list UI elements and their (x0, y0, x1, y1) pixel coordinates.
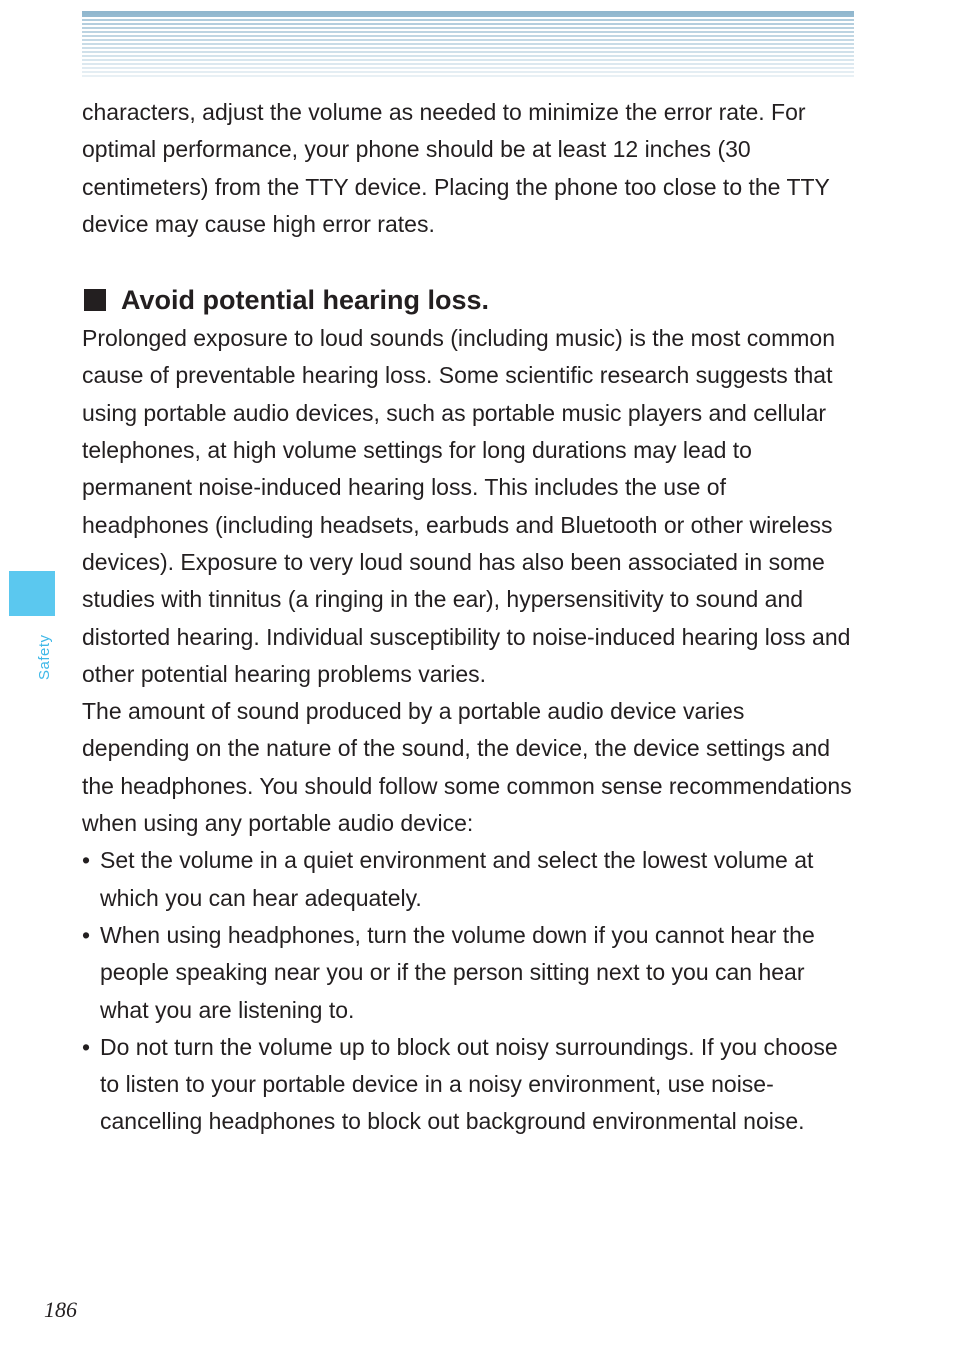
section-heading-text: Avoid potential hearing loss. (121, 285, 490, 316)
list-item-text: Do not turn the volume up to block out noisy surroundings. If you choose to listen to your portable device in a noisy environment, use noise-cancelling headphones to block out background environmental noise. (100, 1033, 838, 1135)
body-paragraph: Prolonged exposure to loud sounds (including music) is the most common cause of preventable hearing loss. Some scientific research suggests that using portable audio devices, such as portable music players and cellular telephones, at high volume settings for long durations may lead to permanent noise-induced hearing loss. This includes the use of headphones (including headsets, earbuds and Bluetooth or other wireless devices). Exposure to very loud sound has also been associated in some studies with tinnitus (a ringing in the ear), hypersensitivity to sound and distorted hearing. Individual susceptibility to noise-induced hearing loss and other potential hearing problems varies. (82, 325, 851, 687)
body-paragraph: The amount of sound produced by a portable audio device varies depending on the nature of the sound, the device, the device settings and the headphones. You should follow some common sense recommendations when using any portable audio device: (82, 698, 852, 837)
list-item (82, 917, 854, 1029)
continued-paragraph: characters, adjust the volume as needed to minimize the error rate. For optimal performance, your phone should be at least 12 inches (30 centimeters) from the TTY device. Placing the phone too close to the TTY device may cause high error rates. (82, 99, 830, 237)
page-number: 186 (44, 1297, 77, 1322)
list-item-text: When using headphones, turn the volume down if you cannot hear the people speaking near you or if the person sitting next to you can hear what you are listening to. (100, 921, 815, 1023)
list-item (82, 1029, 854, 1141)
bullet-icon: • (82, 847, 91, 874)
section-side-tab (9, 571, 55, 616)
list-item-text: Set the volume in a quiet environment and select the lowest volume at which you can hear adequately. (100, 847, 814, 911)
section-side-label: Safety (36, 634, 53, 680)
page-content (82, 94, 854, 1141)
square-bullet-icon (84, 289, 106, 311)
recommendations-list (82, 842, 854, 1140)
section-heading (82, 280, 854, 320)
list-item (82, 842, 854, 917)
header-top-bar (82, 11, 854, 17)
bullet-icon: • (82, 921, 91, 948)
header-decoration-band (82, 11, 854, 77)
bullet-icon: • (82, 1033, 91, 1060)
